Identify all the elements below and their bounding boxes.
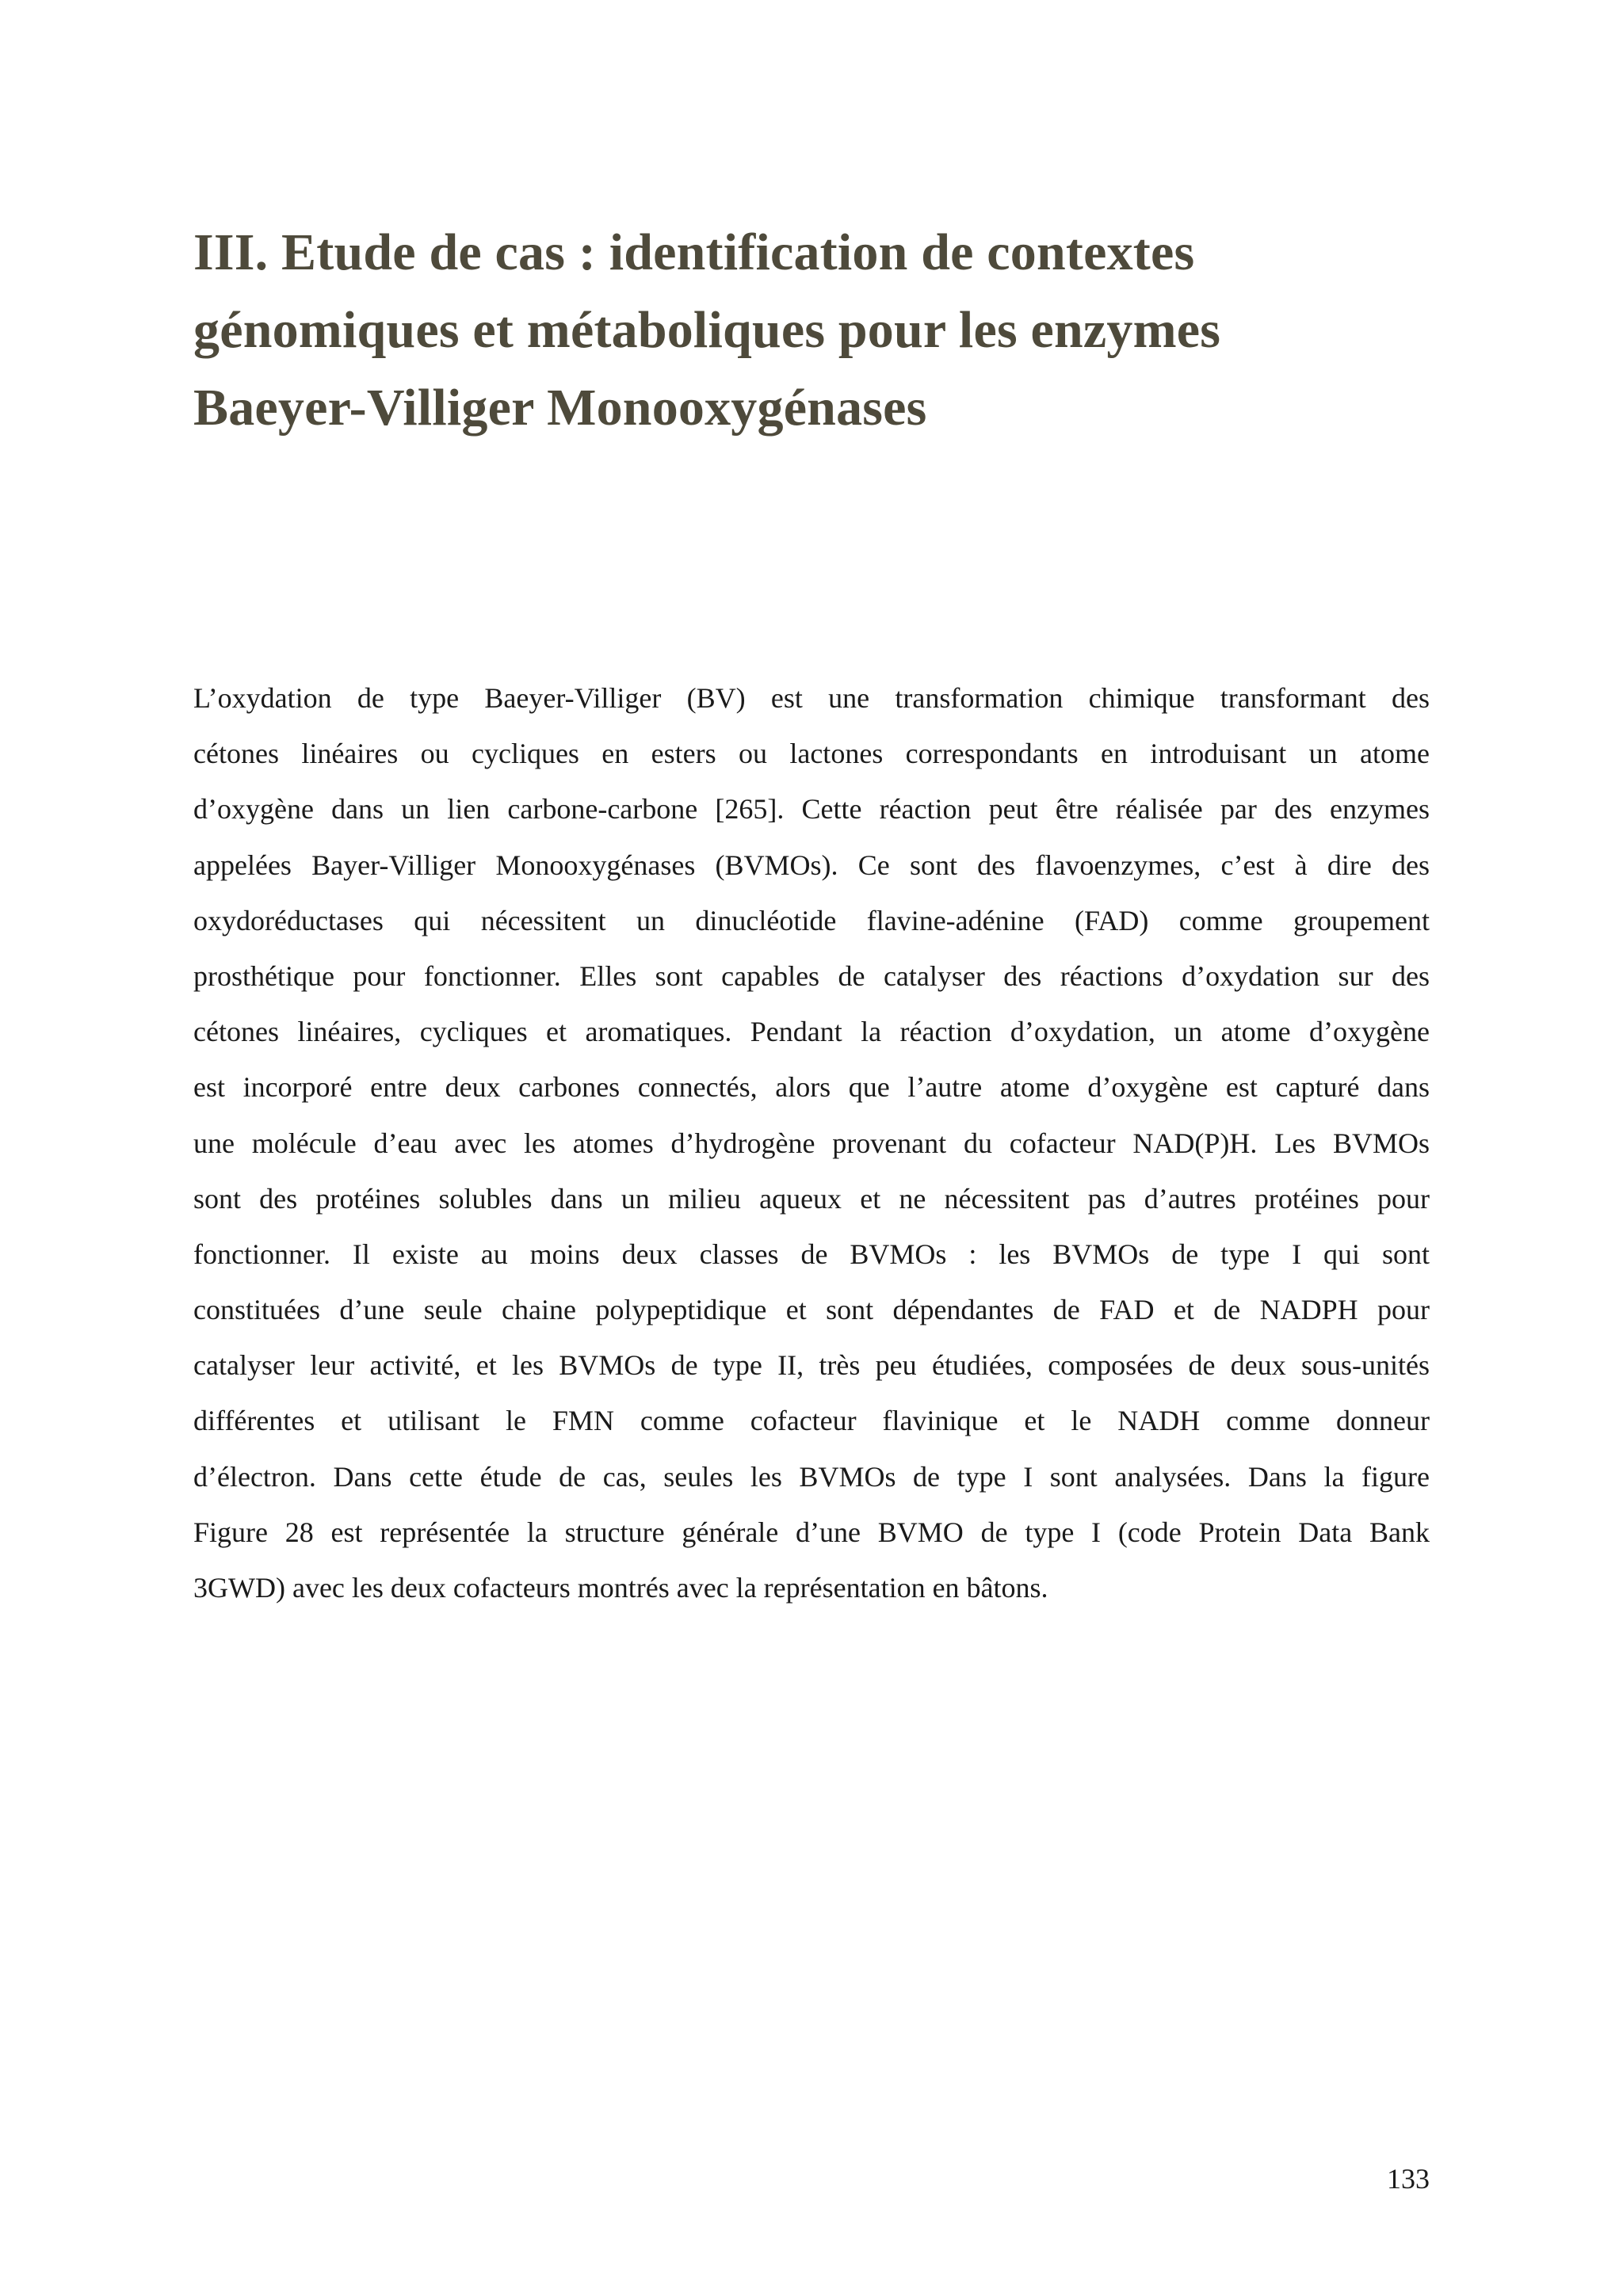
page-number: 133 <box>1387 2163 1430 2195</box>
paragraph-line: appelées Bayer-Villiger Monooxygénases (BVMOs). Ce sont des flavoenzymes, c’est à dire des <box>193 849 1430 881</box>
paragraph-line: cétones linéaires ou cycliques en esters ou lactones correspondants en introduisant un atome <box>193 738 1430 770</box>
heading-line: génomiques et métaboliques pour les enzymes <box>193 301 1221 359</box>
heading-line: III. Etude de cas : identification de contextes <box>193 223 1195 281</box>
paragraph-line: d’électron. Dans cette étude de cas, seules les BVMOs de type I sont analysées. Dans la figure <box>193 1460 1430 1493</box>
paragraph-line: oxydoréductases qui nécessitent un dinucléotide flavine-adénine (FAD) comme groupement <box>193 904 1430 936</box>
paragraph-line: fonctionner. Il existe au moins deux classes de BVMOs : les BVMOs de type I qui sont <box>193 1238 1430 1270</box>
paragraph-line: catalyser leur activité, et les BVMOs de type II, très peu étudiées, composées de deux sous-unités <box>193 1349 1430 1382</box>
paragraph-line: d’oxygène dans un lien carbone-carbone [265]. Cette réaction peut être réalisée par des enzymes <box>193 793 1430 826</box>
paragraph-line: sont des protéines solubles dans un milieu aqueux et ne nécessitent pas d’autres protéines pour <box>193 1182 1430 1215</box>
paragraph-line: 3GWD) avec les deux cofacteurs montrés avec la représentation en bâtons. <box>193 1572 1048 1604</box>
paragraph-line: prosthétique pour fonctionner. Elles sont capables de catalyser des réactions d’oxydation sur des <box>193 959 1430 992</box>
paragraph-line: L’oxydation de type Baeyer-Villiger (BV) est une transformation chimique transformant des <box>193 682 1430 714</box>
paragraph-line: constituées d’une seule chaine polypeptidique et sont dépendantes de FAD et de NADPH pour <box>193 1294 1430 1326</box>
heading-line: Baeyer-Villiger Monooxygénases <box>193 379 927 437</box>
paragraph-line: est incorporé entre deux carbones connectés, alors que l’autre atome d’oxygène est capturé dans <box>193 1071 1430 1104</box>
section-heading <box>193 214 1445 447</box>
body-paragraph <box>193 670 1430 1615</box>
paragraph-line: différentes et utilisant le FMN comme cofacteur flavinique et le NADH comme donneur <box>193 1405 1430 1437</box>
paragraph-line: cétones linéaires, cycliques et aromatiques. Pendant la réaction d’oxydation, un atome d’oxygène <box>193 1016 1430 1048</box>
paragraph-line: Figure 28 est représentée la structure générale d’une BVMO de type I (code Protein Data Bank <box>193 1516 1430 1548</box>
paragraph-line: une molécule d’eau avec les atomes d’hydrogène provenant du cofacteur NAD(P)H. Les BVMOs <box>193 1127 1430 1159</box>
